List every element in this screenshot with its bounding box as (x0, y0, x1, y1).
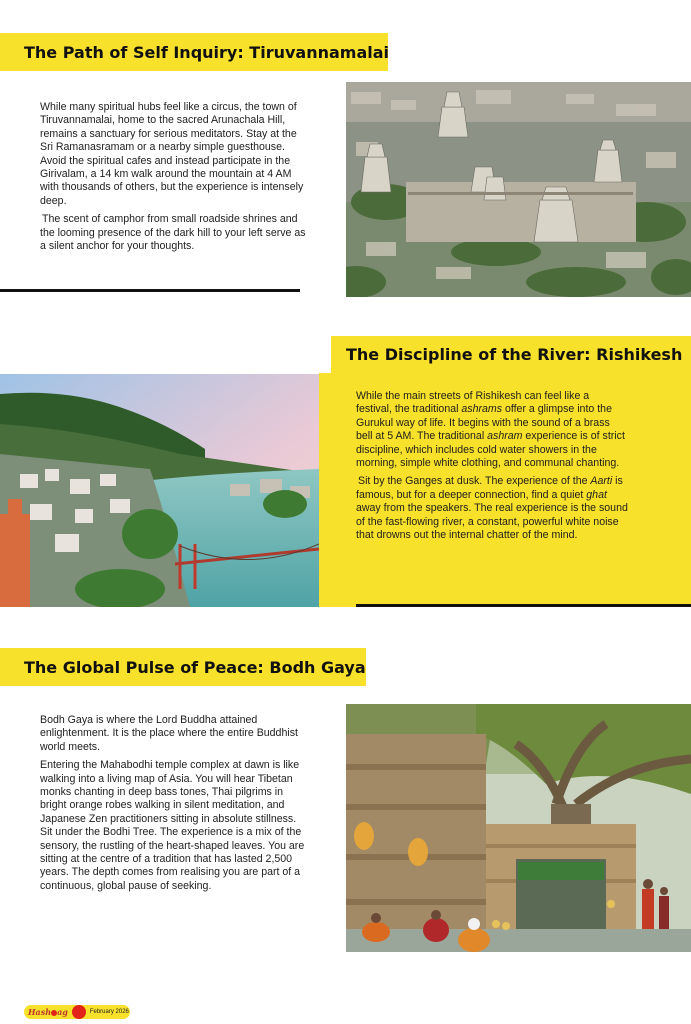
section-heading-rishikesh (331, 336, 691, 373)
section-title: The Path of Self Inquiry: Tiruvannamalai (24, 42, 390, 62)
section-heading-bodh-gaya (0, 648, 366, 686)
paragraph: While the main streets of Rishikesh can feel like a festival, the traditional ashrams offer a glimpse into the Gurukul way of life. It begins with the sound of a brass bell at 5 AM. The traditional ashram experience is of strict discipline, which includes cold water showers in the morning, simple white clothing, and communal chanting. (356, 390, 625, 470)
section-divider (0, 289, 300, 292)
paragraph: Sit by the Ganges at dusk. The experience of the Aarti is famous, but for a deeper connection, find a quiet ghat away from the speakers. The real experience is the sound of the fast-flowing river, a constant, powerful white noise that drowns out the internal chatter of the mind. (356, 475, 628, 542)
issue-date: February 2026 (89, 1009, 129, 1015)
footer-badge (24, 1005, 130, 1019)
rishikesh-river-photo (0, 374, 319, 607)
section-body-rishikesh (356, 390, 628, 547)
footer-red-dot (72, 1005, 86, 1019)
paragraph: Sit under the Bodhi Tree. The experience is a mix of the sensory, the rustling of the heart-shaped leaves. You are sitting at the centre of a tradition that has lasted 2,500 years. The depth comes from realising you are part of a continuous, global pause of seeking. (40, 826, 305, 892)
section-title: The Discipline of the River: Rishikesh (346, 345, 683, 364)
section-title: The Global Pulse of Peace: Bodh Gaya (24, 657, 366, 677)
brand-logo: Hash ag (28, 1007, 68, 1017)
paragraph: The scent of camphor from small roadside shrines and the looming presence of the dark hill to your left serve as a silent anchor for your thoughts. (40, 213, 306, 253)
bodh-gaya-bodhi-tree-photo (346, 704, 691, 952)
paragraph: Entering the Mahabodhi temple complex at dawn is like walking into a living map of Asia. You will hear Tibetan monks chanting in deep bass tones, Thai pilgrims in bright orange robes walking in silent meditation, and Japanese Zen practitioners sitting in absolute stillness. (40, 759, 300, 825)
section-divider (356, 604, 691, 607)
section-heading-tiruvannamalai (0, 33, 388, 71)
section-body-tiruvannamalai (40, 101, 312, 258)
paragraph: While many spiritual hubs feel like a circus, the town of Tiruvannamalai, home to the sacred Arunachala Hill, remains a sanctuary for serious meditators. Stay at the Sri Ramanasramam or a nearby simple guesthouse. Avoid the spiritual cafes and instead participate in the Girivalam, a 14 km walk around the mountain at 4 AM with thousands of others, but the experience is intensely deep. (40, 101, 304, 207)
section-body-bodh-gaya (40, 714, 312, 898)
tiruvannamalai-temple-photo (346, 82, 691, 297)
paragraph: Bodh Gaya is where the Lord Buddha attained enlightenment. It is the place where the entire Buddhist world meets. (40, 714, 298, 753)
